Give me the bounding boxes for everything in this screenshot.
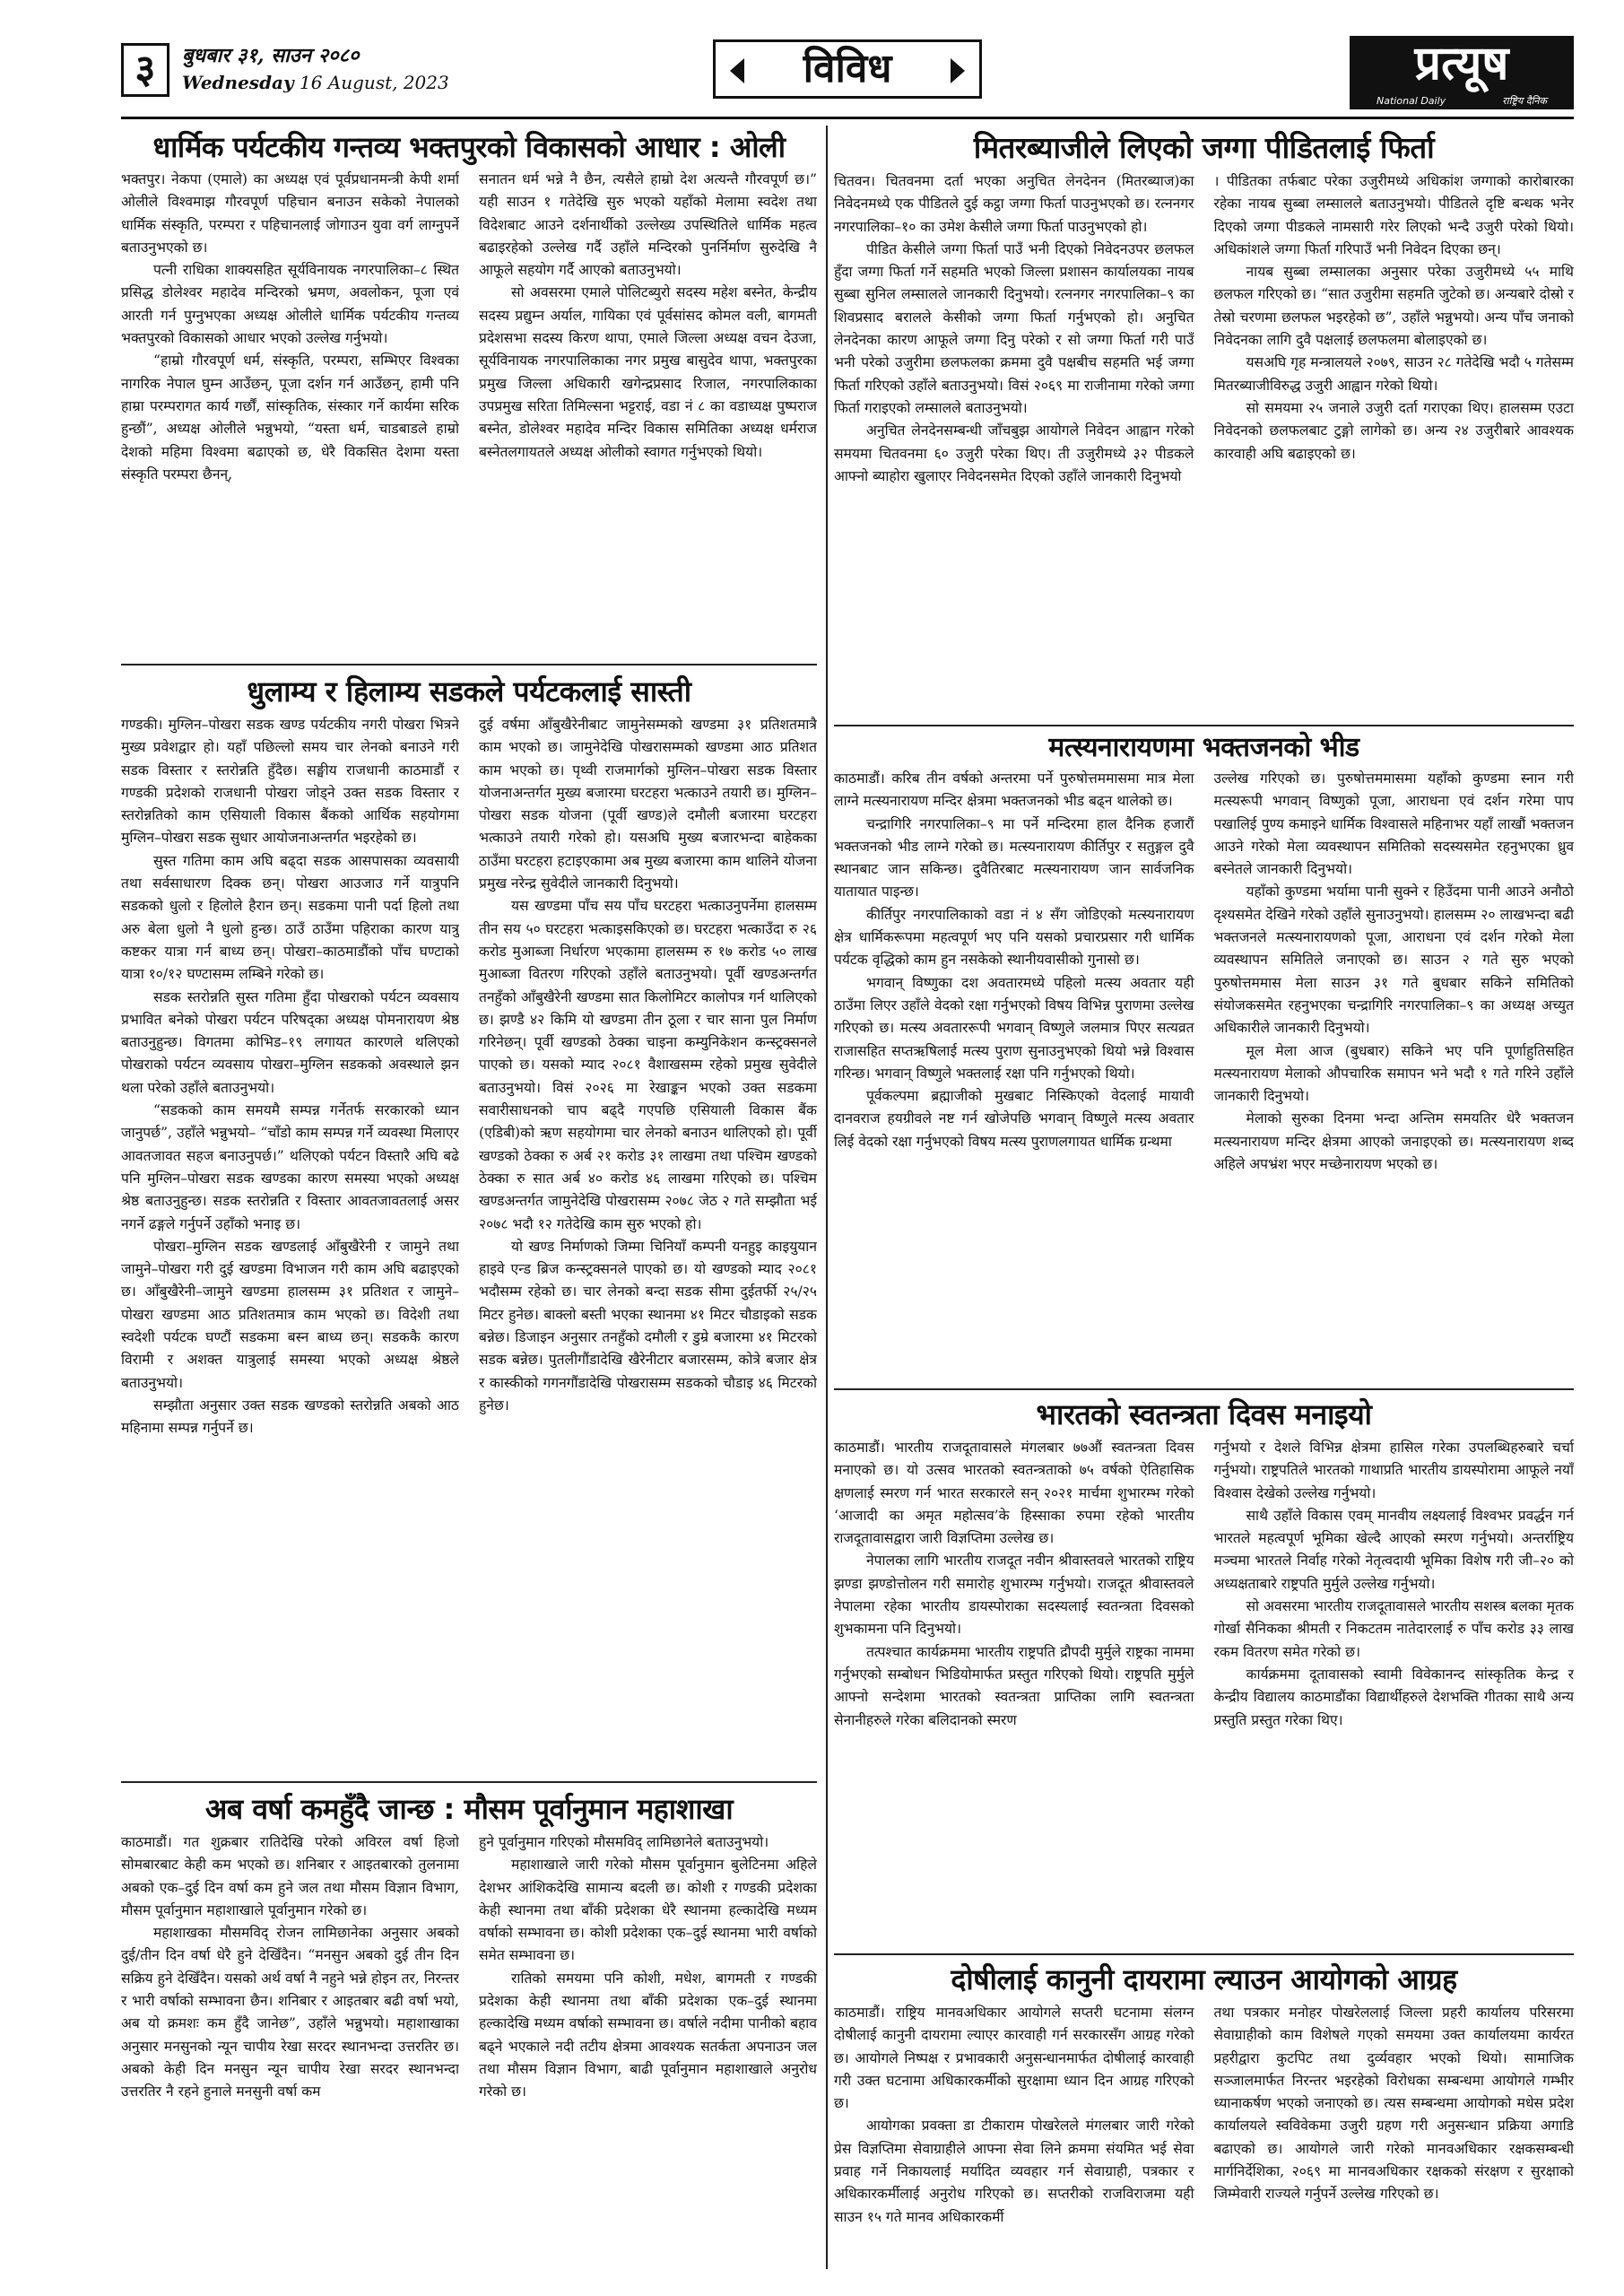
- paragraph: सो समयमा २५ जनाले उजुरी दर्ता गराएका थिए। हालसम्म एउटा निवेदनको छलफलबाट टुङ्गो लागेको छ। अन्य २४ उजुरीबारे आवश्यक कारवाही अघि बढाइएको छ।: [1213, 399, 1574, 462]
- text-column: [479, 1831, 817, 2267]
- paragraph: कार्यक्रममा दूतावासको स्वामी विवेकानन्द सांस्कृतिक केन्द्र र केन्द्रीय विद्यालय काठमाडौंका विद्यार्थीहरुले देशभक्ति गीतका साथै अन्य प्रस्तुति प्रस्तुत गरेका थिए।: [1213, 1665, 1574, 1728]
- date-english-text: 16 August, 2023: [300, 72, 449, 93]
- article-land: [834, 126, 1574, 722]
- paragraph: सडक स्तरोन्नति सुस्त गतिमा हुँदा पोखराको पर्यटन व्यवसाय प्रभावित बनेको पोखरा पर्यटन परिषद्का अध्यक्ष पोमनारायण श्रेष्ठ बताउनुहुन्छ। विगतमा कोभिड–१९ लगायत कारणले थलिएको पोखराको पर्यटन व्यवसाय पोखरा–मुग्लिन सडकको अवस्थाले झन थला परेको उहाँले बताउनुभयो।: [121, 988, 459, 1096]
- article-columns: [834, 1437, 1574, 1949]
- paragraph: यसअघि गृह मन्त्रालयले २०७९, साउन २८ गतेदेखि भदौ ५ गतेसम्म मितरब्याजीविरुद्ध उजुरी आह्वान गरेको थियो।: [1213, 354, 1574, 394]
- page-number: ३: [121, 43, 169, 97]
- paragraph: सनातन धर्म भन्ने नै छैन, त्यसैले हाम्रो देश अत्यन्तै गौरवपूर्ण छ।” यही साउन १ गतेदेखि सुरु भएको यहाँको मेलामा स्वदेश तथा विदेशबाट आउने दर्शनार्थीको उल्लेख्य उपस्थितिले धार्मिक महत्व बढाइरहेको उल्लेख गर्दै उहाँले मन्दिरको पुनर्निर्माण सुरुदेखि नै आफूले सहयोग गर्दै आएको बताउनुभयो।: [479, 171, 817, 279]
- paragraph: काठमाडौं। गत शुक्रबार रातिदेखि परेको अविरल वर्षा हिजो सोमबारबाट केही कम भएको छ। शनिबार र आइतबारको तुलनामा अबको एक–दुई दिन वर्षा कम हुने जल तथा मौसम विज्ञान विभाग, मौसम पूर्वानुमान महाशाखाले पूर्वानुमान गरेको छ।: [121, 1834, 459, 1918]
- logo-text: प्रत्यूष: [1414, 37, 1509, 91]
- paragraph: । पीडितका तर्फबाट परेका उजुरीमध्ये अधिकांश जग्गाको कारोबारका रहेका नायब सुब्बा लम्सालले बताउनुभयो। पीडितले दृष्टि बन्धक भनेर दिएको जग्गा पीडकले नामसारी गरेर लिएको भन्दै उजुरी परेको थियो। अधिकांशले जग्गा फिर्ता गरिपाउँ भनी निवेदन दिएका छन्।: [1213, 173, 1574, 257]
- page-column-divider: [826, 126, 828, 2269]
- newspaper-logo: [1350, 36, 1574, 109]
- paragraph: काठमाडौं। करिब तीन वर्षको अन्तरमा पर्ने पुरुषोत्तममासमा मात्र मेला लाग्ने मत्स्यनारायण मन्दिर क्षेत्रमा भक्तजनको भीड बढ्न थालेको छ।: [834, 770, 1194, 810]
- paragraph: मूल मेला आज (बुधबार) सकिने भए पनि पूर्णाहुतिसहित मत्स्यनारायण मेलाको औपचारिक समापन भने भदौ १ गते गरिने उहाँले जानकारी दिनुभयो।: [1213, 1042, 1574, 1105]
- right-arrow-icon: [951, 58, 965, 83]
- section-title-box: [713, 39, 982, 99]
- text-column: [1214, 1437, 1575, 1949]
- paragraph: नायब सुब्बा लम्सालका अनुसार परेका उजुरीमध्ये ५५ माथि छलफल गरिएको छ। “सात उजुरीमा सहमति जुटेको छ। अन्यबारे दोस्रो र तेस्रो चरणमा छलफल भइरहेको छ”, उहाँले भन्नुभयो। अन्य पाँच जनाको निवेदनका लागि दुवै पक्षलाई छलफलमा बोलाइएको छ।: [1213, 264, 1574, 349]
- paragraph: यस खण्डमा पाँच सय पाँच घरटहरा भत्काउनुपर्नेमा हालसम्म तीन सय ५० घरटहरा भत्काइसकिएको छ। घरटहरा भत्काउँदा रु २६ करोड मुआब्जा निर्धारण भएकामा हालसम्म रु १७ करोड ५० लाख मुआब्जा वितरण गरिएको उहाँले बताउनुभयो। पूर्वी खण्डअन्तर्गत तनहुँको आँबुखैरेनी खण्डमा सात किलोमिटर कालोपत्र गर्न थालिएको छ। झण्डै ४२ किमि यो खण्डमा तीन ठूला र चार साना पुल निर्माण गरिनेछन्। पूर्वी खण्डको ठेक्का चाइना कम्युनिकेशन कन्स्ट्रक्सनले पाएको छ। यसको म्याद २०८१ वैशाखसम्म रहेको प्रमुख सुवेदीले बताउनुभयो। विसं २०२६ मा रेखाङ्कन भएको उक्त सडकमा सवारीसाधनको चाप बढ्दै गएपछि एसियाली विकास बैंक (एडिबी)को ऋण सहयोगमा चार लेनको बनाउन थालिएको हो। पूर्वी खण्डको ठेक्का रु अर्ब २१ करोड ३१ लाखमा तथा पश्चिम खण्डको ठेक्का रु सात अर्ब ४० करोड ४६ लाखमा गरिएको छ। पश्चिम खण्डअन्तर्गत जामुनेदेखि पोखरासम्म २०७८ जेठ २ गते सम्झौता भई २०७८ भदौ १२ गतेदेखि काम सुरु भएको हो।: [479, 898, 817, 1232]
- paragraph: रातिको समयमा पनि कोशी, मधेश, बागमती र गण्डकी प्रदेशका केही स्थानमा तथा बाँकी प्रदेशका एक–दुई स्थानमा हल्कादेखि मध्यम वर्षाको सम्भावना छ। वर्षाले नदीमा पानीको बहाव बढ्ने भएकाले नदी तटीय क्षेत्रमा आवश्यक सतर्कता अपनाउन जल तथा मौसम विज्ञान विभाग, बाढी पूर्वानुमान महाशाखाले अनुरोध गरेको छ।: [479, 1970, 817, 2100]
- paragraph: हुने पूर्वानुमान गरिएको मौसमविद् लामिछानेले बताउनुभयो।: [479, 1834, 769, 1850]
- paragraph: तथा पत्रकार मनोहर पोखरेललाई जिल्ला प्रहरी कार्यालय परिसरमा सेवाग्राहीको काम विशेषले गएको समयमा उक्त कार्यालयमा कार्यरत प्रहरीद्वारा कुटपिट तथा दुर्व्यवहार भएको थियो। सामाजिक सञ्जालमार्फत निरन्तर भइरहेको विरोधका सम्बन्धमा आयोगले गम्भीर ध्यानाकर्षण भएको जनाएको छ। त्यस सम्बन्धमा आयोगको मधेस प्रदेश कार्यालयले स्वविवेकमा उजुरी ग्रहण गरी अनुसन्धान प्रक्रिया अगाडि बढाएको छ। आयोगले जारी गरेको मानवअधिकार रक्षकसम्बन्धी मार्गनिर्देशिका, २०६९ मा मानवअधिकार रक्षकको संरक्षण र सुरक्षाको जिम्मेवारी राज्यले गर्नुपर्ने उल्लेख गरिएको छ।: [1213, 2005, 1574, 2203]
- paragraph: भगवान् विष्णुका दश अवतारमध्ये पहिलो मत्स्य अवतार यही ठाउँमा लिएर उहाँले वेदको रक्षा गर्नुभएको विषय विभिन्न पुराणमा उल्लेख गरिएको छ। मत्स्य अवताररूपी भगवान् विष्णुले जलमात्र पिएर सत्यव्रत राजासहित सप्तऋषिलाई मत्स्य पुराण सुनाउनुभएको थियो भन्ने विश्वास गरिन्छ। भगवान् विष्णुले भक्तलाई रक्षा पनि गर्नुभएको थियो।: [834, 974, 1194, 1082]
- paragraph: सम्झौता अनुसार उक्त सडक खण्डको स्तरोन्नति अबको आठ महिनामा सम्पन्न गर्नुपर्ने छ।: [121, 1396, 459, 1437]
- left-arrow-icon: [730, 58, 744, 83]
- text-column: [479, 714, 817, 1773]
- article-divider: [834, 1388, 1574, 1390]
- paragraph: गर्नुभयो र देशले विभिन्न क्षेत्रमा हासिल गरेका उपलब्धिहरुबारे चर्चा गर्नुभयो। राष्ट्रपतिले भारतको गाथाप्रति भारतीय डायस्पोरामा आफूले नयाँ विश्वास देखेको उल्लेख गर्नुभयो।: [1213, 1439, 1574, 1501]
- article-divider: [121, 664, 817, 665]
- paragraph: अनुचित लेनदेनसम्बन्धी जाँचबुझ आयोगले निवेदन आह्वान गरेको समयमा चितवनमा ६० उजुरी परेका थिए। ती उजुरीमध्ये ३२ पीडकले आफ्नो ब्याहोरा खुलाएर निवेदनसमेत दिएको उहाँले जानकारी दिनुभयो: [834, 422, 1194, 484]
- paragraph: सो अवसरमा एमाले पोलिटब्युरो सदस्य महेश बस्नेत, केन्द्रीय सदस्य प्रद्युम्न अर्याल, गायिका एवं पूर्वसांसद कोमल वली, बागमती प्रदेशसभा सदस्य किरण थापा, एमाले जिल्ला अध्यक्ष वचन देउजा, सूर्यविनायक नगरपालिकाका नगर प्रमुख बासुदेव थापा, भक्तपुरका प्रमुख जिल्ला अधिकारी खगेन्द्रप्रसाद रिजाल, नगरपालिकाका उपप्रमुख सरिता तिमिल्सना भट्टराई, वडा नं ८ का वडाध्यक्ष पुष्पराज बस्नेत, डोलेश्वर महादेव मन्दिर विकास समितिका अध्यक्ष धर्मराज बस्नेतलगायतले अध्यक्ष ओलीको स्वागत गर्नुभएको थियो।: [479, 284, 817, 460]
- paragraph: मेलाको सुरुका दिनमा भन्दा अन्तिम समयतिर धेरै भक्तजन मत्स्यनारायण मन्दिर क्षेत्रमा आएको जनाइएको छ। मत्स्यनारायण शब्द अहिले अपभ्रंश भएर मच्छेनारायण भएको छ।: [1213, 1110, 1574, 1173]
- paragraph: सुस्त गतिमा काम अघि बढ्दा सडक आसपासका व्यवसायी तथा सर्वसाधारण दिक्क छन्। पोखरा आउजाउ गर्ने यात्रुपनि सडकको धुलो र हिलोले हैरान छन्। सडकमा पानी पर्दा हिलो तथा अरु बेला धुलो नै धुलो हुन्छ। ठाउँ ठाउँमा पहिराका कारण यात्रु कष्टकर यात्रा गर्न बाध्य छन्। पोखरा–काठमाडौंको पाँच घण्टाको यात्रा १०/१२ घण्टासम्म लम्बिने गरेको छ।: [121, 852, 459, 983]
- text-column: [1214, 768, 1575, 1384]
- text-column: [834, 2002, 1194, 2267]
- headline: अब वर्षा कमहुँदै जान्छ : मौसम पूर्वानुमान महाशाखा: [204, 1792, 734, 1826]
- paragraph: पोखरा–मुग्लिन सडक खण्डलाई आँबुखैरेनी र जामुने तथा जामुने–पोखरा गरी दुई खण्डमा विभाजन गरी काम अघि बढाइएको छ। आँबुखैरेनी–जामुने खण्डमा हालसम्म ३१ प्रतिशत र जामुने–पोखरा खण्डमा आठ प्रतिशतमात्र काम भएको छ। विदेशी तथा स्वदेशी पर्यटक घण्टौं सडकमा बस्न बाध्य छन्। सडककै कारण विरामी र अशक्त यात्रुलाई समस्या भएको अध्यक्ष श्रेष्ठले बताउनुभयो।: [121, 1238, 459, 1391]
- paragraph: आयोगका प्रवक्ता डा टीकाराम पोखरेलले मंगलबार जारी गरेको प्रेस विज्ञप्तिमा सेवाग्राहीले आफ्ना सेवा लिने क्रममा संयमित भई सेवा प्रवाह गर्ने निकायलाई मर्यादित व्यवहार गर्न सेवाग्राही, पत्रकार र अधिकारकर्मीलाई अनुरोध गरिएको छ। सप्तरीको राजविराजमा यही साउन १५ गते मानव अधिकारकर्मी: [834, 2118, 1194, 2225]
- article-weather: [121, 1787, 817, 2271]
- paragraph: पीडित केसीले जग्गा फिर्ता पाउँ भनी दिएको निवेदनउपर छलफल हुँदा जग्गा फिर्ता गर्ने सहमति भएको जिल्ला प्रशासन कार्यालयका नायब सुब्बा सुनिल लम्सालले जानकारी दिनुभयो। रत्ननगर नगरपालिका–९ का शिवप्रसाद बरालले केसीको जग्गा फिर्ता गर्नुभएको हो। अनुचित लेनदेनका कारण आफूले जग्गा दिनु परेको र सो जग्गा फिर्ता गरी पाउँ भनी परेको उजुरीमा छलफलका क्रममा दुवै पक्षबीच सहमति भई जग्गा फिर्ता गरिएको उहाँले बताउनुभयो। विसं २०६९ मा राजीनामा गरेको जग्गा फिर्ता गराइएको लम्सालले बताउनुभयो।: [834, 240, 1194, 416]
- logo-subtitle: [1350, 95, 1574, 108]
- article-india: [834, 1392, 1574, 1952]
- text-column: [834, 170, 1194, 718]
- text-column: [834, 768, 1194, 1384]
- logo-sub-nepali: राष्ट्रिय दैनिक: [1502, 95, 1547, 107]
- article-matsya: [834, 728, 1574, 1387]
- paragraph: यो खण्ड निर्माणको जिम्मा चिनियाँ कम्पनी यनहुइ काइयुयान हाइवे एन्ड ब्रिज कन्स्ट्रक्सनले पाएको छ। यो खण्डको म्याद २०८१ भदौसम्म रहेको छ। चार लेनको बन्दा सडक सीमा दुईतर्फी २५/२५ मिटर हुनेछ। बाक्लो बस्ती भएका स्थानमा ४१ मिटर चौडाइको सडक बन्नेछ। डिजाइन अनुसार तनहुँको दमौली र डुम्रे बजारमा ४१ मिटरको सडक बन्नेछ। पुतलीगौंडादेखि खैरेनीटार बजारसम्म, कोत्रे बजार क्षेत्र र कास्कीको गगनगौंडादेखि पोखरासम्म सडकको चौडाइ ४६ मिटरको हुनेछ।: [479, 1238, 817, 1413]
- headline: मितरब्याजीले लिएको जग्गा पीडितलाई फिर्ता: [973, 130, 1435, 165]
- text-column: [479, 169, 817, 656]
- masthead: [121, 36, 1574, 121]
- article-columns: [834, 170, 1574, 718]
- weekday-english: Wednesday: [182, 72, 294, 93]
- paragraph: दुई वर्षमा आँबुखैरेनीबाट जामुनेसम्मको खण्डमा ३१ प्रतिशतमात्रै काम भएको छ। जामुनेदेखि पोखरासम्मको खण्डमा आठ प्रतिशत काम भएको छ। पृथ्वी राजमार्गको मुग्लिन–पोखरा सडक विस्तार योजनाअन्तर्गत मुख्य बजारमा घरटहरा भत्काउने तयारी छ। मुग्लिन–पोखरा सडक योजना (पूर्वी खण्ड)ले दमौली बजारमा घरटहरा भत्काउने तयारी गरेको हो। यसअघि मुख्य बजारभन्दा बाहेकका ठाउँमा घरटहरा हटाइएकामा अब मुख्य बजारमा काम थालिने योजना प्रमुख नरेन्द्र सुवेदीले जानकारी दिनुभयो।: [479, 717, 817, 892]
- text-column: [1214, 2002, 1575, 2267]
- paragraph: कीर्तिपुर नगरपालिकाको वडा नं ४ सँग जोडिएको मत्स्यनारायण क्षेत्र धार्मिकरूपमा महत्वपूर्ण भए पनि यसको प्रचारप्रसार गरी धार्मिक पर्यटक वृद्धिको काम हुन नसकेको स्थानीयवासीको गुनासो छ।: [834, 906, 1194, 969]
- text-column: [121, 714, 459, 1773]
- paragraph: “हाम्रो गौरवपूर्ण धर्म, संस्कृति, परम्परा, सम्भिएर विश्वका नागरिक नेपाल घुम्न आउँछन्, पूजा दर्शन गर्न आउँछन्, हामी पनि हाम्रा परम्परागत कार्य गर्छौं, सांस्कृतिक, संस्कार गर्ने कार्यमा सरिक हुन्छौं”, अध्यक्ष ओलीले भन्नुभयो, “यस्ता धर्म, चाडबाडले हाम्रो देशको महिमा विश्वमा बढाएको छ, धेरै विकसित देशमा यस्ता संस्कृति परम्परा छैनन्,: [121, 352, 459, 483]
- text-column: [121, 169, 459, 656]
- paragraph: नेपालका लागि भारतीय राजदूत नवीन श्रीवास्तवले भारतको राष्ट्रिय झण्डा झण्डोत्तोलन गरी समारोह शुभारम्भ गर्नुभयो। राजदूत श्रीवास्तवले नेपालमा रहेका भारतीय डायस्पोराका सदस्यलाई स्वतन्त्रता दिवसको शुभकामना पनि दिनुभयो।: [834, 1552, 1194, 1638]
- paragraph: महाशाखका मौसमविद् रोजन लामिछानेका अनुसार अबको दुई/तीन दिन वर्षा धेरै हुने देखिँदैन। “मनसुन अबको दुई तीन दिन सक्रिय हुने देखिँदैन। यसको अर्थ वर्षा नै नहुने भन्ने होइन तर, निरन्तर र भारी वर्षाको सम्भावना छैन। शनिबार र आइतबार बढी वर्षा भयो, अब यो क्रमशः कम हुँदै जानेछ”, उहाँले भन्नुभयो। महाशाखाका अनुसार मनसुनको न्यून चापीय रेखा सरदर स्थानभन्दा उत्तरतिर छ। अबको केही दिन मनसुन न्यून चापीय रेखा सरदर स्थानभन्दा उत्तरतिर नै रहने हुनाले मनसुनी वर्षा कम: [121, 1925, 459, 2100]
- article-columns: [834, 768, 1574, 1384]
- article-road: [121, 669, 817, 1777]
- paragraph: चितवन। चितवनमा दर्ता भएका अनुचित लेनदेनन (मितरब्याज)का निवेदनमध्ये एक पीडितले दुई कट्ठा जग्गा फिर्ता पाउनुभएको छ। रत्ननगर नगरपालिका–१० का उमेश केसीले जग्गा फिर्ता पाउनुभएको हो।: [834, 173, 1194, 235]
- paragraph: साथै उहाँले विकास एवम् मानवीय लक्ष्यलाई विश्वभर प्रवर्द्धन गर्न भारतले महत्वपूर्ण भूमिका खेल्दै आएको स्मरण गर्नुभयो। अन्तर्राष्ट्रिय मञ्चमा भारतले निर्वाह गरेको नेतृत्वदायी भूमिका विशेष गरी जी–२० को अध्यक्षताबारे राष्ट्रपति मुर्मुले उल्लेख गर्नुभयो।: [1213, 1507, 1574, 1592]
- paragraph: काठमाडौं। भारतीय राजदूतावासले मंगलबार ७७औं स्वतन्त्रता दिवस मनाएको छ। यो उत्सव भारतको स्वतन्त्रताको ७५ वर्षको ऐतिहासिक क्षणलाई स्मरण गर्न भारत सरकारले सन् २०२१ मार्चमा शुभारम्भ गरेको ‘आजादी का अमृत महोत्सव’के हिस्साका रुपमा रहेको भारतीय राजदूतावासद्वारा जारी विज्ञप्तिमा उल्लेख छ।: [834, 1439, 1194, 1547]
- paragraph: महाशाखाले जारी गरेको मौसम पूर्वानुमान बुलेटिनमा अहिले देशभर आंशिकदेखि सामान्य बदली छ। कोशी र गण्डकी प्रदेशका केही स्थानमा तथा बाँकी प्रदेशका धेरै स्थानमा हल्कादेखि मध्यम वर्षाको सम्भावना छ। कोशी प्रदेशका एक–दुई स्थानमा भारी वर्षाको समेत सम्भावना छ।: [479, 1857, 817, 1964]
- headline: मत्स्यनारायणमा भक्तजनको भीड: [1048, 732, 1359, 763]
- date-nepali: बुधबार ३१, साउन २०८०: [182, 44, 360, 67]
- text-column: [1214, 170, 1575, 718]
- article-divider: [834, 1953, 1574, 1955]
- logo-sub-english: National Daily: [1376, 95, 1446, 107]
- paragraph: तत्पश्चात कार्यक्रममा भारतीय राष्ट्रपति द्रौपदी मुर्मुले राष्ट्रका नाममा गर्नुभएको सम्बोधन भिडियोमार्फत प्रस्तुत गरिएको थियो। राष्ट्रपति मुर्मुले आफ्नो सन्देशमा भारतको स्वतन्त्रता प्राप्तिका लागि स्वतन्त्रता सेनानीहरुले गरेका बलिदानको स्मरण: [834, 1643, 1194, 1728]
- paragraph: पत्नी राधिका शाक्यसहित सूर्यविनायक नगरपालिका–८ स्थित प्रसिद्ध डोलेश्वर महादेव मन्दिरको भ्रमण, अवलोकन, पूजा एवं आरती गर्न पुग्नुभएका अध्यक्ष ओलीले धार्मिक पर्यटकीय गन्तव्य भक्तपुरको विकासको आधार भएको उल्लेख गर्नुभयो।: [121, 262, 459, 347]
- date-english: [182, 72, 449, 93]
- paragraph: चन्द्रागिरि नगरपालिका–९ मा पर्ने मन्दिरमा हाल दैनिक हजारौं भक्तजनको भीड लाग्ने गरेको छ। मत्स्यनारायण कीर्तिपुर र सतुङ्गल दुवै स्थानबाट जान सकिन्छ। दुवैतिरबाट मत्स्यनारायण जान सार्वजनिक यातायात पाइन्छ।: [834, 815, 1194, 900]
- headline: दोषीलाई कानुनी दायरामा ल्याउन आयोगको आग्रह: [951, 1962, 1457, 1996]
- article-culprit: [834, 1957, 1574, 2271]
- paragraph: काठमाडौं। राष्ट्रिय मानवअधिकार आयोगले सप्तरी घटनामा संलग्न दोषीलाई कानुनी दायरामा ल्याएर कारवाही गर्न सरकारसँग आग्रह गरेको छ। आयोगले निष्पक्ष र प्रभावकारी अनुसन्धानमार्फत दोषीलाई कारवाही गरी उक्त घटनामा अधिकारकर्मीको सुरक्षामा ध्यान दिन आग्रह गरिएको छ।: [834, 2005, 1194, 2112]
- article-bhaktapur: [121, 126, 817, 659]
- article-divider: [834, 725, 1574, 726]
- paragraph: सो अवसरमा भारतीय राजदूतावासले भारतीय सशस्त्र बलका मृतक गोर्खा सैनिकका श्रीमती र निकटतम नातेदारलाई रु पाँच करोड ३३ लाख रकम वितरण समेत गरेको छ।: [1213, 1598, 1574, 1660]
- text-column: [834, 1437, 1194, 1949]
- article-columns: [121, 714, 817, 1773]
- headline: धार्मिक पर्यटकीय गन्तव्य भक्तपुरको विकासको आधार : ओली: [152, 130, 786, 164]
- article-columns: [834, 2002, 1574, 2267]
- paragraph: भक्तपुर। नेकपा (एमाले) का अध्यक्ष एवं पूर्वप्रधानमन्त्री केपी शर्मा ओलीले विश्वमाझ गौरवपूर्ण पहिचान बनाउन सकेको नेपालको धार्मिक संस्कृति, परम्परा र पहिचानलाई जोगाउन युवा वर्ग लाग्नुपर्ने बताउनुभएको छ।: [121, 171, 459, 256]
- text-column: [121, 1831, 459, 2267]
- headline: धुलाम्य र हिलाम्य सडकले पर्यटकलाई सास्ती: [247, 674, 691, 709]
- article-columns: [121, 169, 817, 656]
- paragraph: पूर्वकल्पमा ब्रह्माजीको मुखबाट निस्किएको वेदलाई मायावी दानवराज हयग्रीवले नष्ट गर्न खोजेपछि भगवान् विष्णुले मत्स्य अवतार लिई वेदको रक्षा गर्नुभएको विषय मत्स्य पुराणलगायत धार्मिक ग्रन्थमा: [834, 1088, 1194, 1150]
- section-title: विविध: [803, 46, 892, 91]
- paragraph: यहाँको कुण्डमा भर्यामा पानी सुक्ने र हिउँदमा पानी आउने अनौठो दृश्यसमेत देखिने गरेको उहाँले सुनाउनुभयो। हालसम्म २० लाखभन्दा बढी भक्तजनले मत्स्यनारायणको पूजा, आराधना एवं दर्शन गरेको मेला व्यवस्थापन समितिले जनाएको छ। साउन २ गते सुरु भएको पुरुषोत्तममास मेला साउन ३१ गते बुधबार सकिने समितिको संयोजकसमेत रहनुभएका चन्द्रागिरि नगरपालिका–९ का अध्यक्ष अच्युत अधिकारीले जानकारी दिनुभयो।: [1213, 883, 1574, 1037]
- headline: भारतको स्वतन्त्रता दिवस मनाइयो: [1036, 1397, 1372, 1431]
- paragraph: उल्लेख गरिएको छ। पुरुषोत्तममासमा यहाँको कुण्डमा स्नान गरी मत्स्यरूपी भगवान् विष्णुको पूजा, आराधना एवं दर्शन गरेमा पाप पखालिई पुण्य कमाइने धार्मिक विश्वासले महिनाभर यहाँ लाखौं भक्तजन आउने गरेको मेला व्यवस्थापन समितिको सदस्यसमेत रहनुभएका ध्रुव बस्नेतले जानकारी दिनुभयो।: [1213, 770, 1574, 878]
- article-divider: [121, 1781, 817, 1783]
- paragraph: “सडकको काम समयमै सम्पन्न गर्नेतर्फ सरकारको ध्यान जानुपर्छ”, उहाँले भन्नुभयो– “चाँडो काम सम्पन्न गर्ने व्यवस्था मिलाएर आवतजावत सहज बनाउनुपर्छ।” थलिएको पर्यटन विस्तारै अघि बढे पनि मुग्लिन–पोखरा सडक खण्डका कारण समस्या भएको अध्यक्ष श्रेष्ठ बताउनुहुन्छ। सडक स्तरोन्नति र विस्तार आवतजावतलाई असर नगर्ने ढङ्गले गर्नुपर्ने उहाँको भनाइ छ।: [121, 1102, 459, 1232]
- header-rule: [121, 117, 1574, 119]
- article-columns: [121, 1831, 817, 2267]
- paragraph: गण्डकी। मुग्लिन–पोखरा सडक खण्ड पर्यटकीय नगरी पोखरा भित्रने मुख्य प्रवेशद्वार हो। यहाँ पछिल्लो समय चार लेनको बनाउने गरी सडक विस्तार र स्तरोन्नति हुँदैछ। सङ्घीय राजधानी काठमाडौं र गण्डकी प्रदेशको राजधानी पोखरा जोड्ने उक्त सडक विस्तार र स्तरोन्नतिको काम एसियाली विकास बैंकको आर्थिक सहयोगमा मुग्लिन–पोखरा सडक सुधार आयोजनाअन्तर्गत भइरहेको छ।: [121, 717, 459, 847]
